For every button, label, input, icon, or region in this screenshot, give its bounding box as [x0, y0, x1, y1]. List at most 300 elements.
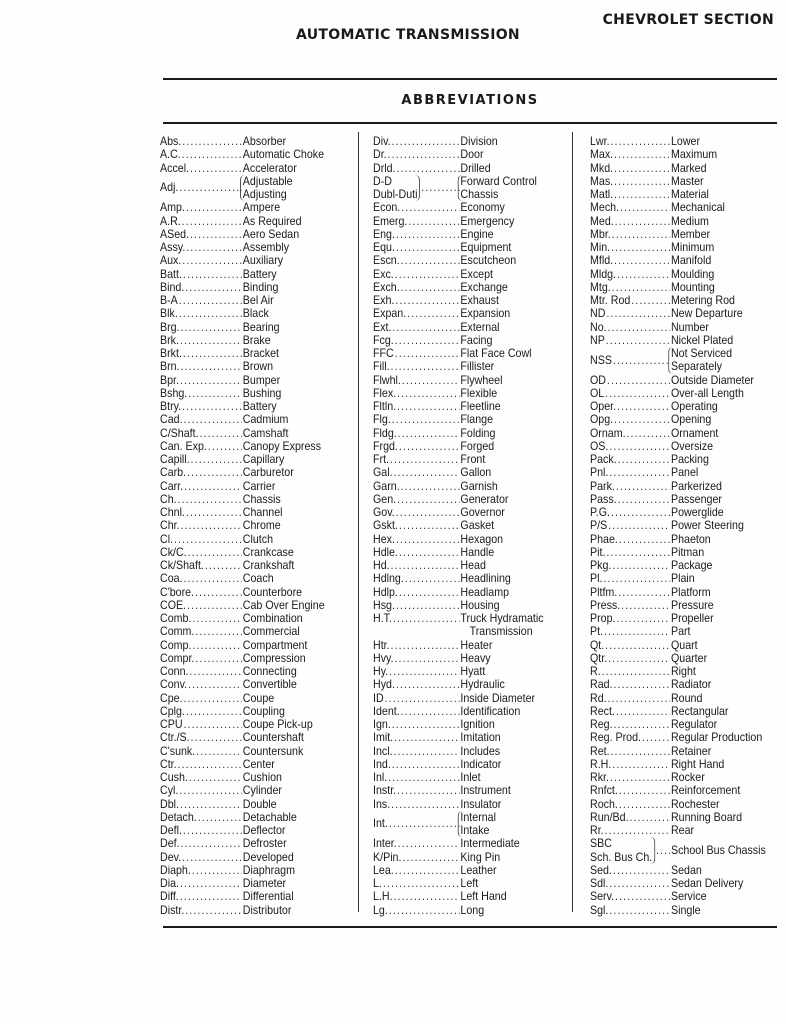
meaning: Quarter: [670, 651, 708, 665]
meaning: Drilled: [460, 161, 491, 175]
leader-dots: [618, 493, 670, 506]
abbreviation-row: [160, 480, 335, 493]
abbreviation: Gal.: [373, 466, 393, 480]
abbreviation-row: [590, 281, 767, 294]
abbreviation-row: [590, 864, 767, 877]
abbreviation-row: [160, 771, 335, 784]
abbreviation: Carr.: [160, 479, 184, 493]
leader-dots: [616, 480, 670, 493]
abbreviation-row: [590, 877, 767, 890]
meaning: Chrome: [242, 519, 281, 533]
leader-dots: [199, 427, 241, 440]
abbreviation-row: [373, 851, 552, 864]
abbreviation-row: [590, 241, 767, 254]
abbreviation-row: [160, 824, 335, 837]
meaning: Hydraulic: [460, 678, 505, 692]
abbreviation-row: [373, 374, 552, 387]
abbreviations-heading: ABBREVIATIONS: [401, 93, 539, 108]
abbreviation-row: [590, 347, 767, 374]
meaning: [460, 612, 552, 639]
abbreviation: Ctr./S.: [160, 731, 190, 745]
leader-dots: [629, 811, 670, 824]
abbreviation: Pkg.: [590, 559, 612, 572]
abbreviation: OL: [590, 386, 605, 400]
meaning: Number: [670, 320, 709, 334]
abbreviation-row: [373, 466, 552, 479]
leader-dots: [178, 493, 242, 506]
leader-dots: [609, 904, 670, 917]
meaning: Forged: [460, 439, 495, 453]
abbreviation: NSS: [590, 353, 612, 367]
abbreviation: Flg.: [373, 413, 391, 427]
abbreviation: Chr.: [160, 519, 180, 533]
leader-dots: [397, 784, 459, 797]
leader-dots: [605, 824, 670, 837]
meaning: Leather: [460, 863, 497, 877]
abbreviation: Dbl.: [160, 797, 179, 811]
leader-dots: [183, 268, 242, 281]
meaning: Platform: [670, 585, 711, 599]
abbreviation-row: [160, 864, 335, 877]
meaning: Head: [460, 559, 486, 572]
abbreviation: Run/Bd.: [590, 810, 629, 824]
abbreviation-row: [590, 188, 767, 201]
abbreviation: Cplg.: [160, 704, 185, 718]
abbreviation: Div.: [373, 135, 391, 148]
meaning: Except: [460, 267, 494, 281]
abbreviation: Sed.: [590, 863, 612, 877]
abbreviation-row: [160, 612, 335, 625]
meaning: Member: [670, 227, 711, 241]
abbreviation-row: [590, 519, 767, 532]
meaning: Pressure: [670, 598, 714, 612]
abbreviation: Capill.: [160, 453, 190, 466]
abbreviation: Pl.: [590, 572, 603, 586]
meaning: Escutcheon: [460, 254, 517, 268]
abbreviation: Cl.: [160, 532, 174, 546]
leader-dots: [613, 864, 670, 877]
abbreviation: [373, 175, 420, 202]
leader-dots: [182, 400, 242, 413]
abbreviation-row: [373, 652, 552, 665]
meaning: Mechanical: [670, 201, 725, 215]
leader-dots: [613, 718, 670, 731]
meaning: Fleetline: [460, 400, 501, 413]
leader-dots: [385, 692, 460, 705]
abbreviation: Htr.: [373, 638, 390, 652]
meaning: Battery: [242, 267, 277, 281]
abbreviation: Bshg.: [160, 386, 188, 400]
abbreviation: Hyd.: [373, 678, 395, 692]
abbreviation: Equ.: [373, 241, 395, 254]
leader-dots: [616, 705, 670, 718]
abbreviation-row: [373, 559, 552, 572]
leader-dots: [180, 374, 242, 387]
abbreviation-row: [160, 241, 335, 254]
meaning: Flywheel: [460, 373, 503, 387]
abbreviation-row: [373, 162, 552, 175]
leader-dots: [614, 175, 670, 188]
meaning-line: Internal: [460, 810, 496, 824]
abbreviation: Dev.: [160, 850, 182, 864]
abbreviation-row: [373, 413, 552, 426]
abbreviation: Brk.: [160, 333, 179, 347]
abbreviation: Brkt.: [160, 347, 182, 360]
abbreviation: Ret.: [590, 744, 610, 758]
meaning: Developed: [242, 850, 294, 864]
leader-dots: [396, 162, 459, 175]
abbreviation: Gov.: [373, 506, 395, 519]
abbreviation: Coa.: [160, 572, 183, 586]
abbreviation-row: [590, 201, 767, 214]
leader-dots: [408, 215, 459, 228]
meaning: Cushion: [242, 771, 282, 784]
meaning: Instrument: [460, 784, 511, 798]
meaning: Manifold: [670, 254, 712, 268]
meaning: Ampere: [242, 201, 281, 215]
abbreviation: Press.: [590, 598, 621, 612]
abbreviation: Carb.: [160, 466, 187, 480]
meaning: Over-all Length: [670, 386, 744, 400]
leader-dots: [389, 904, 460, 917]
abbreviation: OS.: [590, 439, 609, 453]
abbreviation: Ctr.: [160, 757, 177, 771]
leader-dots: [383, 877, 460, 890]
meaning: Bushing: [242, 386, 282, 400]
meaning-line: Adjusting: [242, 188, 287, 201]
meaning: Opening: [670, 413, 712, 427]
meaning: External: [460, 320, 500, 334]
abbreviation-row: [160, 546, 335, 559]
leader-dots: [187, 466, 242, 479]
meaning: Crankshaft: [242, 559, 295, 572]
abbreviation-row: [160, 599, 335, 612]
abbreviation-row: [590, 824, 767, 837]
abbreviation: Rect.: [590, 704, 615, 718]
meaning-line: Intake: [460, 824, 490, 837]
leader-dots: [602, 665, 670, 678]
abbreviation-row: [590, 625, 767, 638]
abbreviation-row: [590, 904, 767, 917]
leader-dots: [395, 294, 459, 307]
meaning: Bumper: [242, 373, 281, 387]
meaning: Binding: [242, 280, 279, 294]
meaning: As Required: [242, 214, 302, 228]
abbreviation-row: [373, 811, 552, 838]
abbreviation: Matl.: [590, 188, 614, 201]
meaning: Part: [670, 625, 691, 639]
abbreviation: No.: [590, 320, 607, 334]
leader-dots: [606, 334, 670, 347]
abbreviation-row: [590, 427, 767, 440]
leader-dots: [608, 321, 671, 334]
meaning-line: Separately: [670, 360, 722, 374]
abbreviation-row: [373, 612, 552, 639]
abbreviation-row: [590, 533, 767, 546]
leader-dots: [656, 844, 670, 857]
leader-dots: [186, 705, 242, 718]
abbreviation-row: [373, 400, 552, 413]
abbreviation: Hdle.: [373, 545, 398, 559]
abbreviation-row: [590, 148, 767, 161]
abbreviation-row: [160, 904, 335, 917]
abbreviation-row: [160, 201, 335, 214]
abbreviation: C/Shaft.: [160, 426, 199, 440]
leader-dots: [612, 559, 670, 572]
meaning: Cylinder: [242, 784, 282, 798]
abbreviation-row: [160, 453, 335, 466]
abbreviation-column-1: [160, 135, 350, 917]
leader-dots: [182, 148, 242, 161]
meaning: Plain: [670, 572, 695, 586]
meaning: Bracket: [242, 347, 279, 360]
abbreviation: Aux.: [160, 254, 182, 268]
meaning: Carrier: [242, 479, 276, 493]
abbreviation-line: Sch. Bus Ch.: [590, 850, 653, 864]
meaning: Convertible: [242, 678, 297, 692]
abbreviation-row: [373, 864, 552, 877]
abbreviation: Chnl.: [160, 506, 185, 519]
abbreviation: Roch.: [590, 797, 618, 811]
abbreviation-row: [160, 466, 335, 479]
abbreviation: Drld.: [373, 161, 396, 175]
abbreviation-row: [160, 652, 335, 665]
meaning: Power Steering: [670, 519, 744, 533]
meaning: Packing: [670, 453, 709, 466]
leader-dots: [398, 427, 460, 440]
meaning: Passenger: [670, 492, 722, 506]
meaning: Single: [670, 903, 701, 917]
abbreviation: Bind.: [160, 280, 185, 294]
abbreviation-row: [590, 254, 767, 267]
abbreviation: Diaph.: [160, 863, 191, 877]
abbreviation: Inter.: [373, 837, 397, 851]
leader-dots: [205, 559, 242, 572]
abbreviation-row: [590, 745, 767, 758]
leader-dots: [606, 546, 670, 559]
abbreviation-row: [590, 837, 767, 864]
abbreviation-row: [590, 705, 767, 718]
meaning: King Pin: [460, 850, 501, 864]
abbreviation-row: [590, 334, 767, 347]
abbreviation-row: [160, 798, 335, 811]
leader-dots: [388, 148, 460, 161]
abbreviation: L.: [373, 877, 382, 890]
abbreviation-row: [160, 678, 335, 691]
abbreviation-row: [373, 321, 552, 334]
abbreviation-row: [373, 175, 552, 202]
abbreviation: Exc.: [373, 267, 394, 281]
abbreviation-row: [160, 135, 335, 148]
leader-dots: [394, 731, 459, 744]
leader-dots: [183, 718, 241, 731]
leader-dots: [190, 162, 242, 175]
meaning: Flat Face Cowl: [460, 347, 532, 360]
abbreviation: Comp.: [160, 638, 192, 652]
leader-dots: [195, 625, 242, 638]
section-title: CHEVROLET SECTION: [602, 12, 774, 28]
abbreviation-row: [590, 135, 767, 148]
meaning: Countershaft: [242, 731, 304, 745]
abbreviation: Batt.: [160, 267, 182, 281]
abbreviation-row: [590, 586, 767, 599]
abbreviation: FFC: [373, 347, 394, 360]
meaning: Sedan: [670, 863, 702, 877]
meaning: Detachable: [242, 810, 297, 824]
abbreviation: Dr.: [373, 148, 387, 162]
abbreviation-row: [160, 347, 335, 360]
meaning: Nickel Plated: [670, 333, 734, 347]
abbreviation-row: [160, 268, 335, 281]
abbreviation-row: [590, 758, 767, 771]
leader-dots: [604, 625, 670, 638]
leader-dots: [180, 360, 241, 373]
abbreviation: Pt.: [590, 625, 604, 639]
abbreviation-row: [373, 347, 552, 360]
leader-dots: [393, 466, 459, 479]
meaning: Diaphragm: [242, 863, 295, 877]
abbreviation: Sgl.: [590, 903, 609, 917]
leader-dots: [397, 400, 459, 413]
leader-dots: [392, 321, 459, 334]
leader-dots: [184, 480, 242, 493]
leader-dots: [619, 798, 670, 811]
abbreviation-row: [160, 572, 335, 585]
meaning: Service: [670, 890, 707, 904]
abbreviation-row: [590, 572, 767, 585]
abbreviation: Pass.: [590, 492, 617, 506]
abbreviation: B-A: [160, 294, 178, 307]
meaning: Folding: [460, 426, 496, 440]
leader-dots: [614, 148, 670, 161]
meaning: Carburetor: [242, 466, 294, 480]
meaning: Includes: [460, 744, 501, 758]
abbreviation: Assy.: [160, 241, 186, 254]
meaning: Battery: [242, 400, 277, 413]
meaning: Indicator: [460, 757, 502, 771]
abbreviation-row: [590, 400, 767, 413]
meaning: Reinforcement: [670, 784, 741, 798]
abbreviation: Phae.: [590, 532, 618, 546]
leader-dots: [392, 718, 460, 731]
meaning: Countersunk: [242, 744, 304, 758]
abbreviation: Fldg.: [373, 426, 397, 440]
meaning-line: Not Serviced: [670, 347, 733, 360]
abbreviation-row: [373, 281, 552, 294]
meaning: Crankcase: [242, 545, 294, 559]
leader-dots: [179, 181, 242, 194]
abbreviation-row: [160, 851, 335, 864]
abbreviation-row: [590, 215, 767, 228]
leader-dots: [392, 135, 460, 148]
leader-dots: [179, 307, 242, 320]
meaning: Phaeton: [670, 532, 711, 546]
meaning: Powerglide: [670, 506, 724, 519]
meaning: Brown: [242, 360, 274, 374]
meaning: Rocker: [670, 771, 705, 784]
abbreviation-row: [160, 493, 335, 506]
abbreviation-row: [373, 745, 552, 758]
abbreviation: Can. Exp.: [160, 439, 207, 453]
abbreviation-row: [160, 718, 335, 731]
leader-dots: [392, 413, 460, 426]
meaning: Compartment: [242, 638, 308, 652]
meaning: Deflector: [242, 824, 286, 837]
meaning: Medium: [670, 214, 709, 228]
leader-dots: [610, 135, 670, 148]
abbreviation-line: Dubl-Duti: [373, 188, 418, 201]
meaning: Automatic Choke: [242, 148, 325, 162]
meaning: Rear: [670, 824, 695, 837]
abbreviation-row: [373, 294, 552, 307]
abbreviation: Cush.: [160, 771, 188, 784]
meaning: Cab Over Engine: [242, 598, 325, 612]
abbreviation: Ind.: [373, 757, 391, 771]
meaning: Round: [670, 691, 703, 705]
meaning: Flange: [460, 413, 494, 427]
meaning: Ornament: [670, 426, 719, 440]
meaning: Package: [670, 559, 713, 572]
meaning: Bel Air: [242, 294, 274, 307]
leader-dots: [182, 215, 242, 228]
leader-dots: [608, 519, 670, 532]
meaning: Front: [460, 453, 486, 466]
abbreviation: Prop.: [590, 612, 616, 625]
abbreviation-row: [160, 413, 335, 426]
leader-dots: [391, 639, 460, 652]
abbreviation-row: [373, 665, 552, 678]
abbreviation-row: [373, 307, 552, 320]
leader-dots: [395, 864, 460, 877]
leader-dots: [196, 745, 242, 758]
abbreviation: R.: [590, 665, 601, 678]
meaning: Auxiliary: [242, 254, 284, 268]
meaning: Oversize: [670, 439, 714, 453]
meaning: Black: [242, 307, 269, 321]
abbreviation: Pltfm.: [590, 585, 618, 599]
meaning: Headlining: [460, 572, 511, 586]
abbreviation-row: [373, 718, 552, 731]
meaning: Regular Production: [670, 731, 763, 745]
abbreviation-row: [160, 400, 335, 413]
abbreviation: Compr.: [160, 651, 195, 665]
abbreviation-row: [590, 559, 767, 572]
meaning: Flexible: [460, 386, 498, 400]
abbreviation-row: [373, 148, 552, 161]
abbreviation: C'sunk.: [160, 744, 196, 758]
meaning: Radiator: [670, 678, 712, 692]
abbreviation: Lea.: [373, 863, 394, 877]
meaning: Defroster: [242, 837, 287, 851]
abbreviation-row: [590, 731, 767, 744]
abbreviation: Mech.: [590, 201, 620, 215]
abbreviation-row: [160, 784, 335, 797]
leader-dots: [180, 519, 241, 532]
abbreviation: CPU: [160, 718, 183, 731]
abbreviation: Park.: [590, 479, 615, 493]
abbreviation-row: [373, 360, 552, 373]
abbreviation-row: [373, 387, 552, 400]
abbreviation: Instr.: [373, 784, 397, 798]
abbreviation-row: [590, 228, 767, 241]
leader-dots: [421, 181, 459, 194]
abbreviation-row: [160, 321, 335, 334]
leader-dots: [393, 612, 460, 625]
abbreviation-row: [373, 215, 552, 228]
abbreviation: Blk.: [160, 307, 178, 321]
leader-dots: [180, 890, 242, 903]
abbreviation-row: [160, 692, 335, 705]
